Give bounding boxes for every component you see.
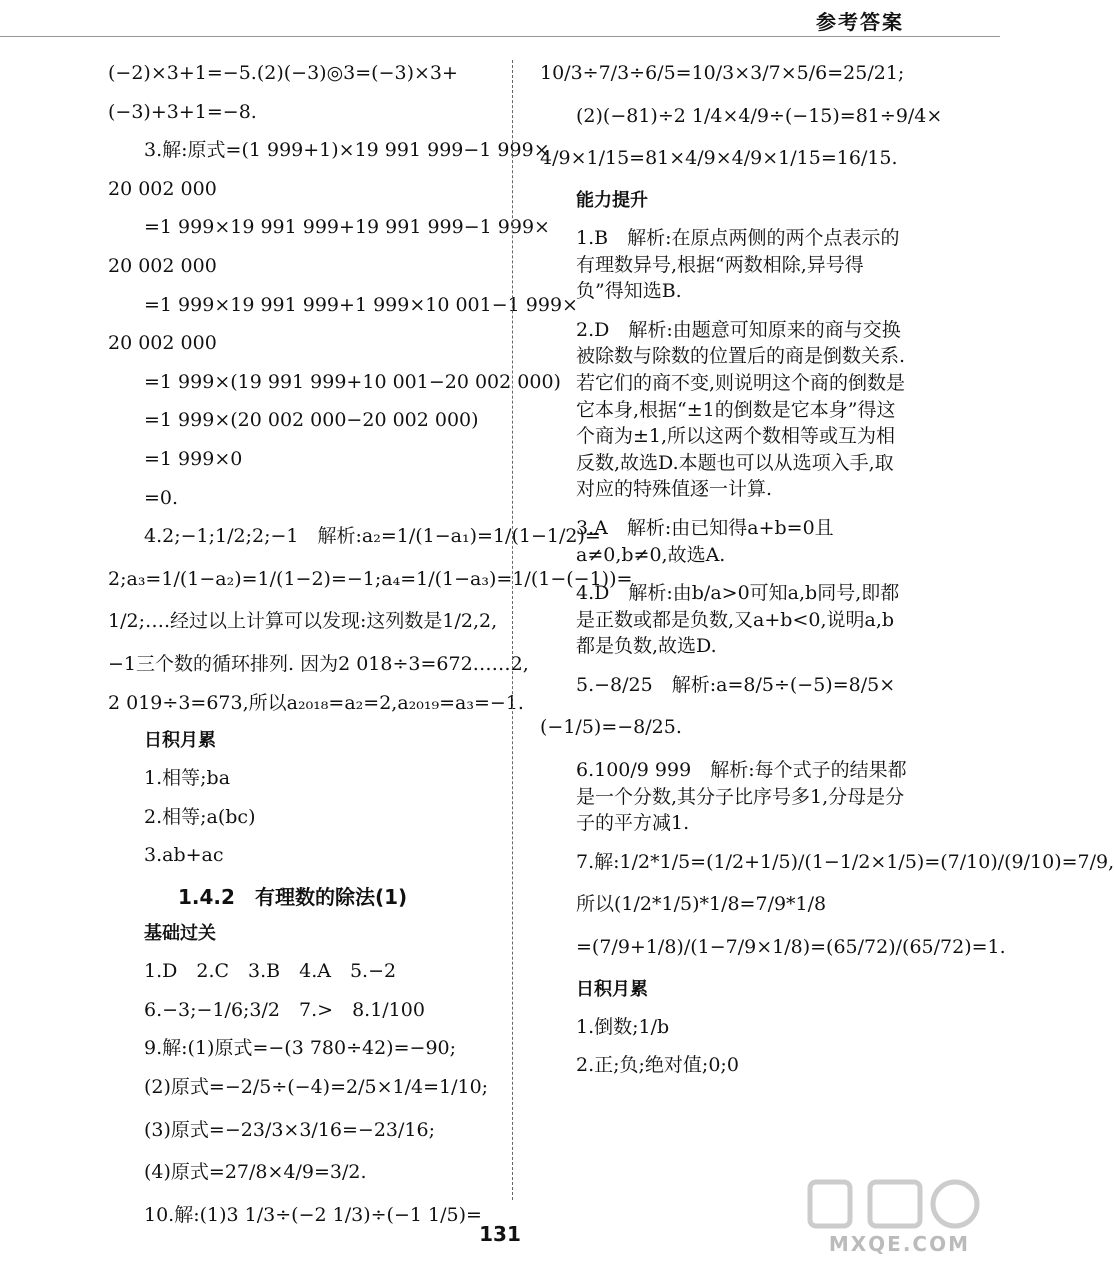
answer-line: 2.相等;a(bc): [144, 805, 256, 828]
answer-line: =1 999×19 991 999+19 991 999−1 999×: [144, 216, 550, 239]
answer-line: 所以(1/2*1/5)*1/8=7/9*1/8: [576, 893, 827, 916]
header-divider: [0, 36, 1000, 37]
page-number: 131: [479, 1222, 521, 1246]
answer-line: (−1/5)=−8/25.: [540, 716, 682, 739]
answer-line: 3.ab+ac: [144, 844, 224, 867]
answer-line: 3.A 解析:由已知得a+b=0且a≠0,b≠0,故选A.: [576, 516, 834, 566]
answer-line: 10/3÷7/3÷6/5=10/3×3/7×5/6=25/21;: [540, 62, 905, 84]
section-heading: 能力提升: [576, 189, 648, 211]
answer-line: =1 999×(20 002 000−20 002 000): [144, 409, 479, 432]
answer-line: =1 999×(19 991 999+10 001−20 002 000): [144, 370, 561, 393]
answer-line: 6.100/9 999 解析:每个式子的结果都是一个分数,其分子比序号多1,分母是分子的平方减1.: [576, 759, 907, 835]
answer-line: (2)(−81)÷2 1/4×4/9÷(−15)=81÷9/4×: [576, 104, 943, 127]
section-heading: 日积月累: [144, 730, 216, 752]
answer-line: 2.D 解析:由题意可知原来的商与交换被除数与除数的位置后的商是倒数关系.若它们的商不变,则说明这个商的倒数是它本身,根据“±1的倒数是它本身”得这个商为±1,所以这两个数相等或互为相反数,故选D.本题也可以从选项入手,取对应的特殊值逐一计算.: [576, 318, 906, 501]
answer-line: 20 002 000: [108, 332, 217, 355]
watermark-url: MXQE.COM: [828, 1232, 970, 1256]
answer-line: (4)原式=27/8×4/9=3/2.: [144, 1161, 367, 1184]
answer-line: 7.解:1/2*1/5=(1/2+1/5)/(1−1/2×1/5)=(7/10)/(9/10)=7/9,: [576, 850, 1114, 873]
column-divider: [512, 60, 513, 1200]
answer-line: 2.正;负;绝对值;0;0: [576, 1054, 739, 1077]
answer-line: (−2)×3+1=−5.(2)(−3)◎3=(−3)×3+: [108, 62, 458, 84]
answer-line: 1.倒数;1/b: [576, 1015, 670, 1038]
answer-line: =(7/9+1/8)/(1−7/9×1/8)=(65/72)/(65/72)=1.: [576, 936, 1006, 959]
answer-line: 4/9×1/15=81×4/9×4/9×1/15=16/15.: [540, 147, 898, 170]
answer-line: 20 002 000: [108, 254, 217, 277]
answer-line: 4.2;−1;1/2;2;−1 解析:a₂=1/(1−a₁)=1/(1−1/2)=: [144, 525, 601, 548]
section-heading: 日积月累: [576, 978, 648, 1000]
answer-line: 5.−8/25 解析:a=8/5÷(−5)=8/5×: [576, 673, 896, 696]
answer-line: =1 999×19 991 999+1 999×10 001−1 999×: [144, 293, 578, 316]
answer-line: 2;a₃=1/(1−a₂)=1/(1−2)=−1;a₄=1/(1−a₃)=1/(1−(−1))=: [108, 567, 633, 590]
answer-line: 1.D 2.C 3.B 4.A 5.−2: [144, 960, 397, 983]
answer-line: 1/2;….经过以上计算可以发现:这列数是1/2,2,: [108, 610, 498, 633]
answer-line: 6.−3;−1/6;3/2 7.> 8.1/100: [144, 998, 425, 1021]
answer-line: 2 019÷3=673,所以a₂₀₁₈=a₂=2,a₂₀₁₉=a₃=−1.: [108, 691, 524, 714]
answer-line: (−3)+3+1=−8.: [108, 100, 257, 123]
answer-line: 1.相等;ba: [144, 767, 231, 790]
section-heading: 基础过关: [144, 923, 216, 945]
answer-line: 4.D 解析:由b/a>0可知a,b同号,即都是正数或都是负数,又a+b<0,说明a,b都是负数,故选D.: [576, 582, 900, 658]
answer-line: =0.: [144, 486, 179, 509]
answer-line: =1 999×0: [144, 447, 243, 470]
answer-line: (3)原式=−23/3×3/16=−23/16;: [144, 1118, 436, 1141]
right-column: [540, 60, 1114, 1091]
answer-line: (2)原式=−2/5÷(−4)=2/5×1/4=1/10;: [144, 1076, 489, 1099]
answer-line: 3.解:原式=(1 999+1)×19 991 999−1 999×: [144, 139, 550, 162]
answer-line: 10.解:(1)3 1/3÷(−2 1/3)÷(−1 1/5)=: [144, 1203, 482, 1226]
answer-line: 9.解:(1)原式=−(3 780÷42)=−90;: [144, 1037, 457, 1060]
section-title: 1.4.2 有理数的除法(1): [178, 885, 408, 910]
answer-line: −1三个数的循环排列. 因为2 018÷3=672……2,: [108, 652, 529, 675]
answer-line: 20 002 000: [108, 177, 217, 200]
header-title: 参考答案: [816, 10, 904, 34]
answer-line: 1.B 解析:在原点两侧的两个点表示的有理数异号,根据“两数相除,异号得负”得知选B.: [576, 226, 900, 303]
